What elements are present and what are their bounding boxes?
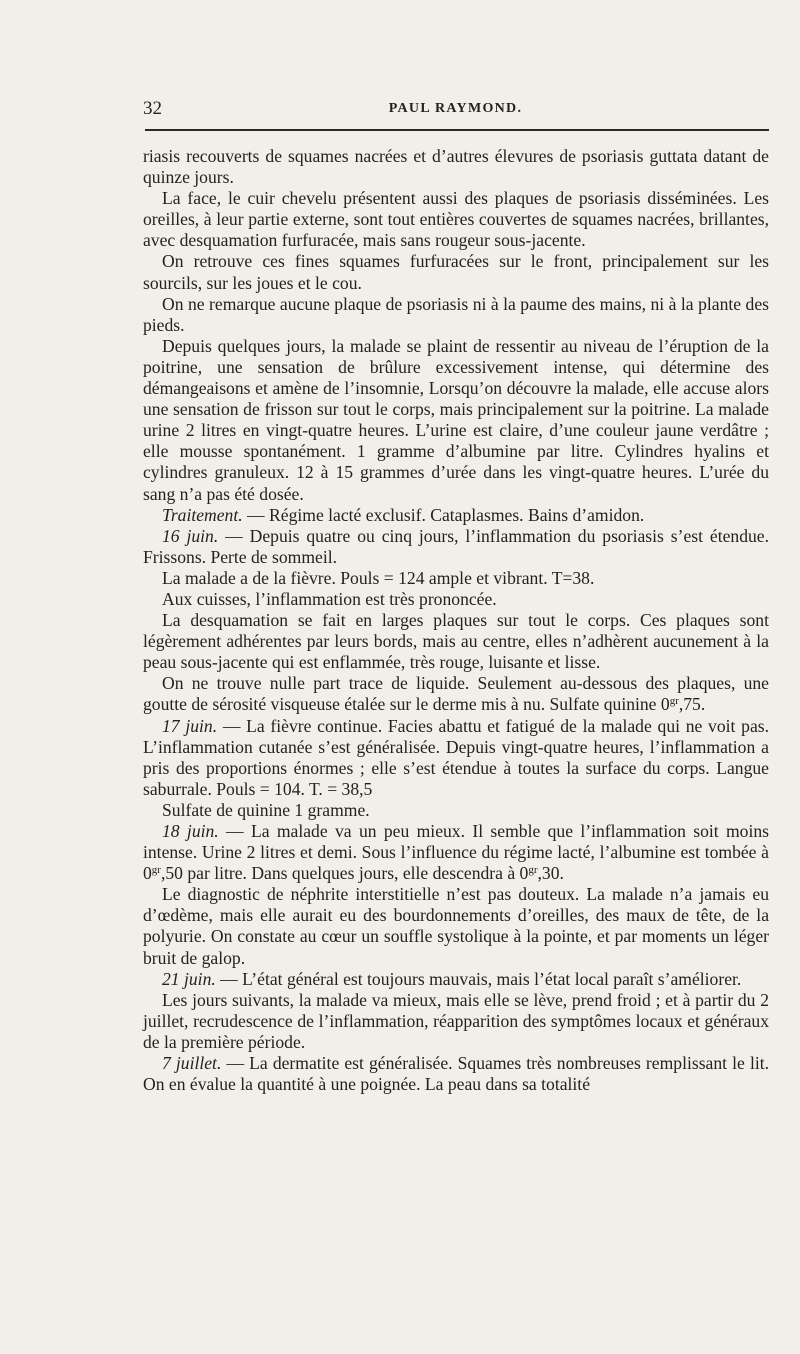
- paragraph: [143, 526, 769, 568]
- paragraph-text: — Régime lacté exclusif. Cataplasmes. Bains d’amidon.: [242, 504, 645, 525]
- paragraph-text: ,30.: [537, 863, 564, 884]
- paragraph-lead: 18 juin.: [162, 821, 219, 841]
- body-text: [143, 146, 769, 1095]
- page-number: 32: [143, 98, 162, 119]
- unit-superscript: gr: [669, 695, 679, 708]
- paragraph-lead: 16 juin.: [162, 525, 219, 546]
- paragraph-lead: Traitement.: [162, 504, 243, 525]
- paragraph: [143, 821, 769, 884]
- paragraph-text: Depuis quelques jours, la malade se plaint de ressentir au niveau de l’éruption de la poitrine, une sensation de brûlure excessivement intense, qui détermine des démangeaisons et amène de l’insomnie, Lorsqu’on découvre la malade, elle accuse alors une sensation de frisson sur tout le corps, mais principalement sur la poitrine. La malade urine 2 litres en vingt-quatre heures. L’urine est claire, d’une couleur jaune verdâtre ; elle mousse spontanément. 1 gramme d’albumine par litre. Cylindres hyalins et cylindres granuleux. 12 à 15 grammes d’urée dans les vingt-quatre heures. L’urée du sang n’a pas été dosée.: [143, 335, 769, 504]
- unit-superscript: gr: [151, 864, 161, 877]
- paragraph: [143, 969, 769, 990]
- paragraph-text: Aux cuisses, l’inflammation est très prononcée.: [162, 588, 497, 609]
- paragraph-text: — L’état général est toujours mauvais, mais l’état local paraît s’améliorer.: [215, 968, 742, 989]
- paragraph: [143, 188, 769, 251]
- paragraph: [143, 884, 769, 968]
- paragraph-text: Sulfate de quinine 1 gramme.: [162, 799, 370, 820]
- paragraph-text: On ne remarque aucune plaque de psoriasis ni à la paume des mains, ni à la plante des pieds.: [143, 293, 769, 335]
- running-head: PAUL RAYMOND.: [388, 101, 523, 116]
- paragraph: [143, 800, 769, 821]
- paragraph-text: — La dermatite est généralisée. Squames très nombreuses remplissant le lit. On en évalue la quantité à une poignée. La peau dans sa totalité: [143, 1053, 770, 1095]
- paragraph-text: ,50 par litre. Dans quelques jours, elle descendra à 0: [160, 863, 529, 884]
- paragraph-lead: 17 juin.: [162, 715, 218, 736]
- paragraph: [143, 294, 769, 336]
- paragraph: [143, 1053, 769, 1095]
- paragraph-lead: 7 juillet.: [162, 1053, 222, 1074]
- paragraph-text: — Depuis quatre ou cinq jours, l’inflammation du psoriasis s’est étendue. Frissons. Perte de sommeil.: [143, 525, 770, 567]
- paragraph-text: La malade a de la fièvre. Pouls = 124 ample et vibrant. T=38.: [162, 567, 595, 588]
- paragraph-text: La face, le cuir chevelu présentent aussi des plaques de psoriasis disséminées. Les oreilles, à leur partie externe, sont tout entières couvertes de squames nacrées, brillantes, avec desquamation furfuracée, mais sans rougeur sous-jacente.: [143, 188, 769, 251]
- paragraph-text: Le diagnostic de néphrite interstitielle n’est pas douteux. La malade n’a jamais eu d’œdème, mais elle aurait eu des bourdonnements d’oreilles, des maux de tête, de la polyurie. On constate au cœur un souffle systolique à la pointe, et par moments un léger bruit de galop.: [143, 884, 769, 968]
- paragraph: [143, 568, 769, 589]
- paragraph: [143, 716, 769, 800]
- paragraph-text: ,75.: [678, 694, 706, 715]
- paragraph-text: riasis recouverts de squames nacrées et d’autres élevures de psoriasis guttata datant de quinze jours.: [143, 146, 769, 188]
- paragraph-text: La desquamation se fait en larges plaques sur tout le corps. Ces plaques sont légèrement adhérentes par leurs bords, mais au centre, elles n’adhèrent aucunement à la peau sous-jacente qui est enflammée, très rouge, luisante et lisse.: [143, 610, 769, 673]
- paragraph-text: On ne trouve nulle part trace de liquide. Seulement au-dessous des plaques, une goutte de sérosité visqueuse étalée sur le derme mis à nu. Sulfate quinine 0: [143, 673, 769, 715]
- paragraph: [143, 336, 769, 505]
- paragraph: [143, 251, 769, 293]
- unit-superscript: gr: [528, 864, 538, 877]
- paragraph-text: — La fièvre continue. Facies abattu et fatigué de la malade qui ne voit pas. L’inflammation cutanée s’est généralisée. Depuis vingt-quatre heures, l’inflammation a pris des proportions énormes ; elle s’est étendue à toutes la surface du corps. Langue saburrale. Pouls = 104. T. = 38,5: [143, 715, 769, 799]
- page-header: [143, 98, 768, 122]
- paragraph-lead: 21 juin.: [162, 968, 216, 989]
- paragraph-text: On retrouve ces fines squames furfuracées sur le front, principalement sur les sourcils, sur les joues et le cou.: [143, 251, 769, 293]
- paragraph: [143, 589, 769, 610]
- paragraph-text: — La malade va un peu mieux. Il semble que l’inflammation soit moins intense. Urine 2 litres et demi. Sous l’influence du régime lacté, l’albumine est tombée à 0: [143, 821, 769, 884]
- paragraph: [143, 146, 769, 188]
- paragraph-text: Les jours suivants, la malade va mieux, mais elle se lève, prend froid ; et à partir du 2 juillet, recrudescence de l’inflammation, réapparition des symptômes locaux et généraux de la première période.: [143, 989, 769, 1052]
- paragraph: [143, 610, 769, 673]
- header-rule: [145, 129, 769, 131]
- paragraph: [143, 990, 769, 1053]
- paragraph: [143, 505, 769, 526]
- paragraph: [143, 673, 769, 715]
